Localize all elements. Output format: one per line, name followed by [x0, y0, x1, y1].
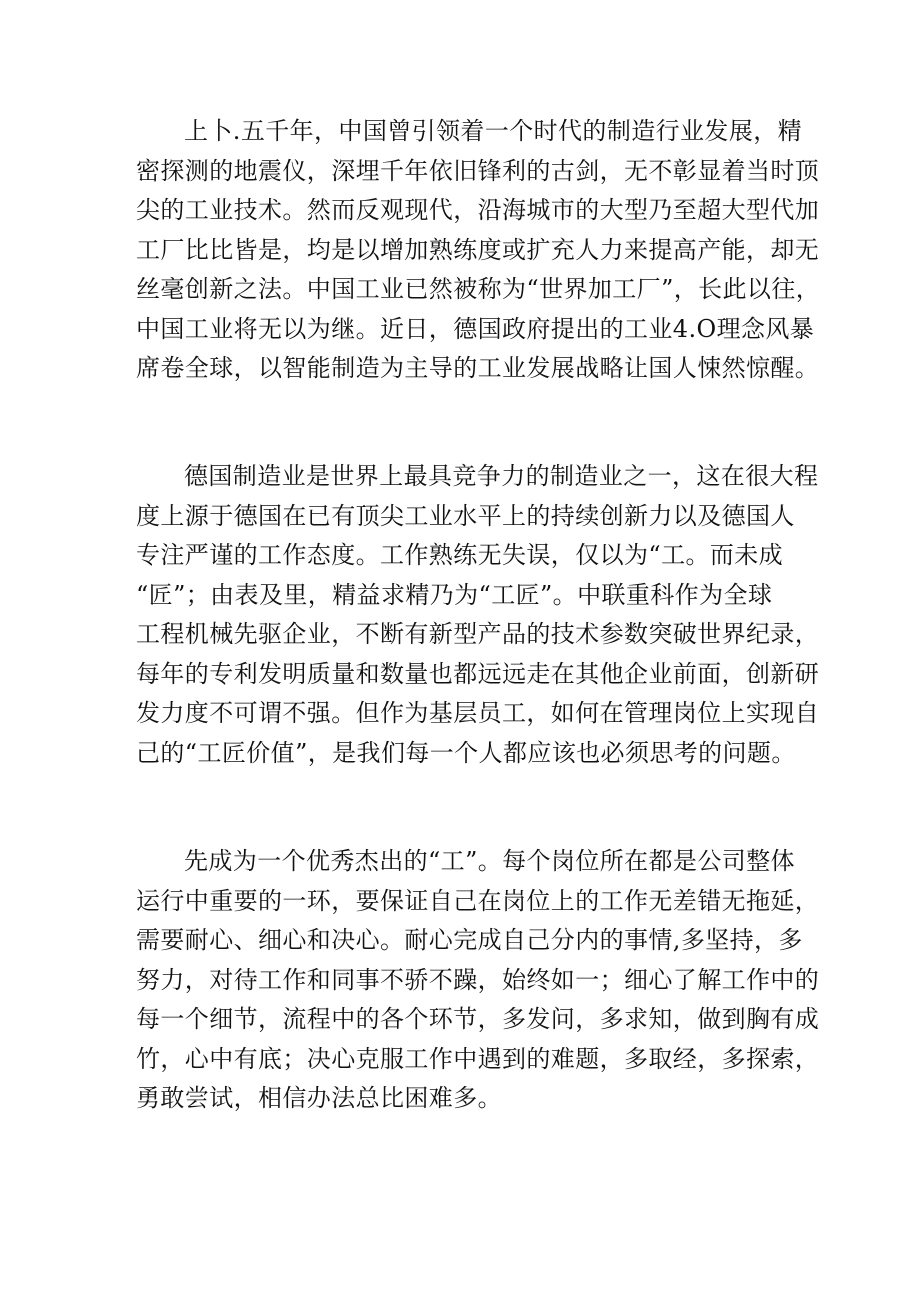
paragraph-line: 丝毫创新之法。中国工业已然被称为“世界加工厂”，长此以往，	[136, 275, 821, 303]
paragraph-line: 德国制造业是世界上最具竞争力的制造业之一，这在很大程	[184, 462, 819, 490]
paragraph-line: 度上源于德国在已有顶尖工业水平上的持续创新力以及德国人	[136, 501, 795, 530]
paragraph-line: 工厂比比皆是，均是以增加熟练度或扩充人力来提高产能，却无	[136, 235, 820, 264]
paragraph-line: 上卜.五千年，中国曾引领着一个时代的制造行业发展，精	[184, 117, 803, 145]
paragraph-3	[136, 842, 820, 1119]
paragraph-line: 每年的专利发明质量和数量也都远远走在其他企业前面，创新研	[136, 659, 820, 688]
paragraph-line: 专注严谨的工作态度。工作熟练无失误，仅以为“工。而未成	[136, 541, 784, 569]
paragraph-line: 先成为一个优秀杰出的“工”。每个岗位所在都是公司整体	[184, 847, 795, 875]
paragraph-line: “匠”；由表及里，精益求精乃为“工匠”。中联重科作为全球	[136, 580, 773, 609]
paragraph-line: 中国工业将无以为继。近日，德国政府提出的工业4.O理念风暴	[136, 314, 815, 343]
paragraph-line: 己的“工匠价值”，是我们每一个人都应该也必须思考的问题。	[136, 738, 796, 767]
paragraph-line: 工程机械先驱企业，不断有新型产品的技术参数突破世界纪录，	[136, 620, 820, 648]
paragraph-line: 发力度不可谓不强。但作为基层员工，如何在管理岗位上实现自	[136, 699, 820, 727]
paragraph-line: 需要耐心、细心和决心。耐心完成自己分内的事情,多坚持，多	[136, 926, 803, 954]
paragraph-line: 席卷全球，以智能制造为主导的工业发展战略让国人悚然惊醒。	[136, 354, 820, 382]
paragraph-line: 运行中重要的一环，要保证自己在岗位上的工作无差错无拖延，	[136, 886, 820, 915]
paragraph-1	[136, 112, 821, 389]
paragraph-line: 密探测的地震仪，深埋千年依旧锋利的古剑，无不彰显着当时顶	[136, 156, 820, 185]
paragraph-line: 勇敢尝试，相信办法总比困难多。	[136, 1084, 502, 1112]
paragraph-line: 尖的工业技术。然而反观现代，沿海城市的大型乃至超大型代加	[136, 196, 820, 224]
paragraph-line: 每一个细节，流程中的各个环节，多发问，多求知，做到胸有成	[136, 1005, 820, 1033]
paragraph-line: 竹，心中有底；决心克服工作中遇到的难题，多取经，多探索，	[136, 1044, 820, 1073]
paragraph-2	[136, 457, 820, 773]
paragraph-line: 努力，对待工作和同事不骄不躁，始终如一；细心了解工作中的	[136, 965, 820, 994]
